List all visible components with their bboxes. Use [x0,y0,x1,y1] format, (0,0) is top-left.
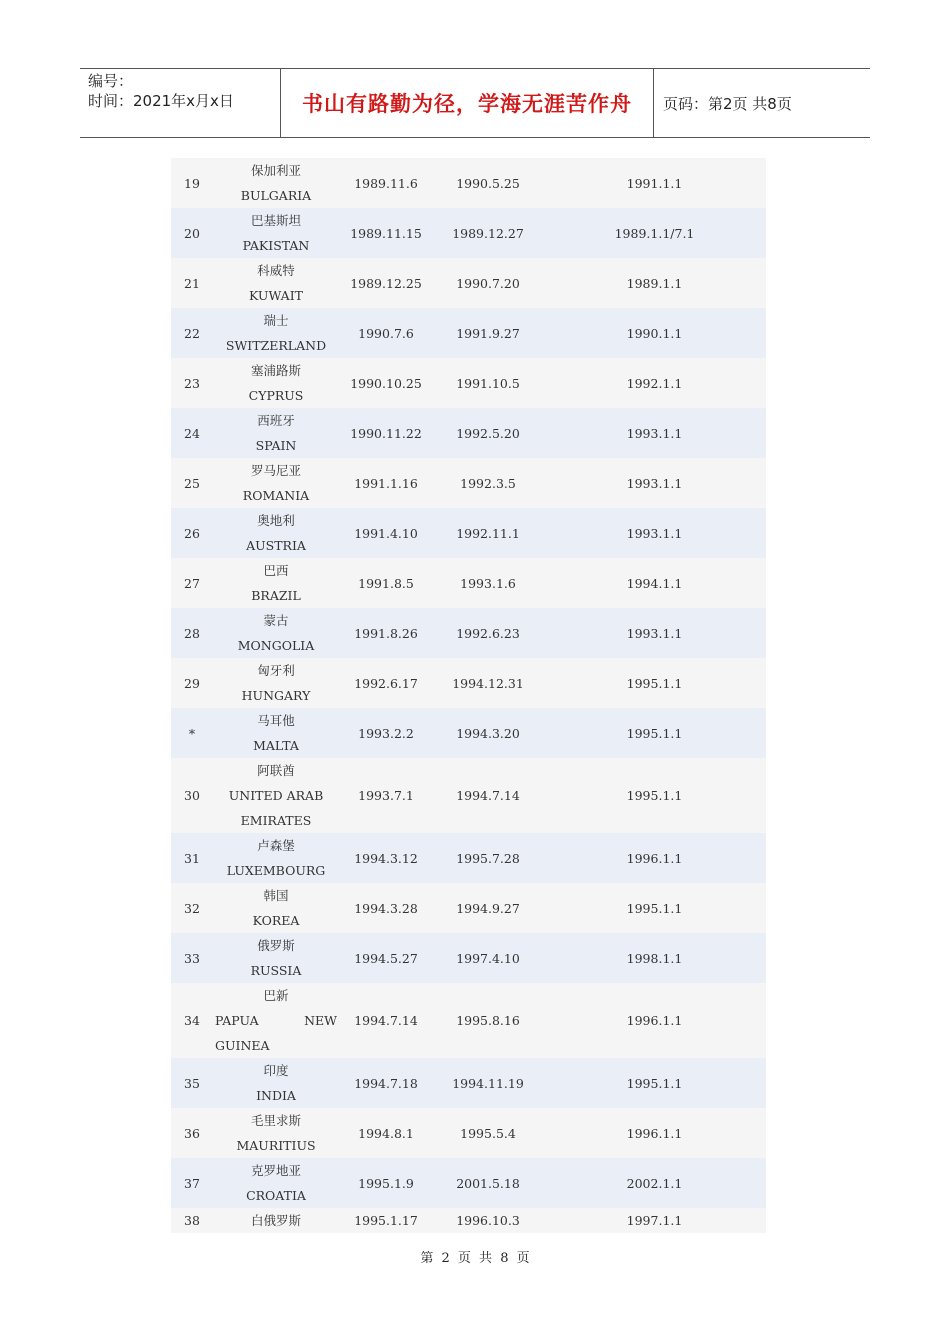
country-name-en: RUSSIA [250,963,302,978]
signed-date: 1994.3.12 [354,850,418,866]
page-number-label: 页码：第2页 共8页 [663,94,792,113]
effective-date: 1994.3.20 [456,725,520,741]
effective-date: 1994.11.19 [452,1075,524,1091]
country-name-cn: 韩国 [263,888,289,903]
row-number: 27 [184,575,200,591]
country-name-en: ROMANIA [242,488,310,503]
country-name-cell [213,458,339,508]
effective-date: 1994.9.27 [456,900,520,916]
enforcement-date: 1995.1.1 [626,900,683,916]
time-label: 时间：2021年x月x日 [88,92,234,110]
signed-date: 1991.4.10 [354,525,418,541]
row-number: 21 [184,275,200,291]
effective-date: 1994.7.14 [456,788,520,803]
row-number: 37 [184,1175,200,1191]
country-name-cell [213,1208,339,1233]
enforcement-date: 1998.1.1 [626,950,683,966]
row-number: 23 [184,375,200,391]
effective-date: 1995.8.16 [456,1013,520,1028]
country-name-en: INDIA [256,1088,296,1103]
country-name-en: MALTA [253,738,299,753]
table-row [171,508,766,558]
country-name-cn: 蒙古 [263,613,289,628]
row-number: 32 [184,900,200,916]
effective-date: 1997.4.10 [456,950,520,966]
row-number: 35 [184,1075,200,1091]
signed-date: 1989.11.6 [354,175,418,191]
signed-date: 1994.7.14 [354,1013,418,1028]
table-row [171,558,766,608]
country-name-cell [213,358,339,408]
country-name-cell [213,258,339,308]
row-number: 36 [184,1125,200,1141]
enforcement-date: 1990.1.1 [626,325,683,341]
country-name-cell [213,983,339,1058]
table-row [171,833,766,883]
row-number: 24 [184,425,200,441]
enforcement-date: 1993.1.1 [626,525,683,541]
table-row [171,1158,766,1208]
country-name-en: SPAIN [255,438,297,453]
table-row [171,758,766,833]
country-name-en: KUWAIT [249,288,303,303]
table-row [171,358,766,408]
enforcement-date: 1995.1.1 [626,1075,683,1091]
enforcement-date: 1995.1.1 [626,675,683,691]
country-name-en: HUNGARY [241,688,311,703]
country-name-en: PAPUA NEW GUINEA [215,1013,337,1053]
effective-date: 1992.6.23 [456,625,520,641]
country-name-en: LUXEMBOURG [226,863,326,878]
country-name-cn: 马耳他 [257,713,295,728]
table-row [171,708,766,758]
table-row [171,158,766,208]
country-name-en: AUSTRIA [246,538,306,553]
signed-date: 1990.10.25 [350,375,422,391]
table-row [171,1208,766,1233]
country-name-cell [213,933,339,983]
country-name-cell [213,208,339,258]
table-row [171,308,766,358]
country-name-en: BRAZIL [251,588,301,603]
country-name-en: UNITED ARAB EMIRATES [228,788,324,828]
row-number: * [188,725,196,741]
treaty-table [171,158,766,1233]
enforcement-date: 1997.1.1 [626,1213,683,1228]
country-name-cn: 巴基斯坦 [250,213,301,228]
table-row [171,1108,766,1158]
signed-date: 1994.8.1 [358,1125,414,1141]
enforcement-date: 2002.1.1 [626,1175,683,1191]
effective-date: 1991.9.27 [456,325,520,341]
signed-date: 1994.5.27 [354,950,418,966]
country-name-cn: 白俄罗斯 [250,1213,301,1228]
table-row [171,983,766,1058]
country-name-cell [213,1108,339,1158]
country-name-en: KOREA [252,913,300,928]
effective-date: 1992.5.20 [456,425,520,441]
row-number: 19 [184,175,200,191]
row-number: 25 [184,475,200,491]
country-name-cn: 克罗地亚 [250,1163,301,1178]
enforcement-date: 1991.1.1 [626,175,683,191]
country-name-cn: 塞浦路斯 [250,363,301,378]
signed-date: 1991.1.16 [354,475,418,491]
page-header [80,68,870,138]
page-footer: 第 2 页 共 8 页 [420,1251,530,1266]
country-name-cn: 保加利亚 [250,163,301,178]
signed-date: 1992.6.17 [354,675,418,691]
table-row [171,883,766,933]
enforcement-date: 1989.1.1/7.1 [614,225,695,241]
table-row [171,258,766,308]
enforcement-date: 1993.1.1 [626,625,683,641]
country-name-cell [213,758,339,833]
country-name-cn: 奥地利 [257,513,295,528]
table-row [171,1058,766,1108]
country-name-cn: 巴新 [263,988,289,1003]
country-name-cn: 瑞士 [263,313,289,328]
signed-date: 1991.8.5 [358,575,414,591]
enforcement-date: 1995.1.1 [626,788,683,803]
country-name-cn: 西班牙 [257,413,295,428]
country-name-en: SWITZERLAND [225,338,327,353]
row-number: 38 [184,1213,200,1228]
row-number: 28 [184,625,200,641]
header-motto: 书山有路勤为径，学海无涯苦作舟 [281,69,654,137]
effective-date: 1994.12.31 [452,675,524,691]
code-label: 编号： [88,72,134,90]
country-name-cn: 毛里求斯 [250,1113,301,1128]
effective-date: 1995.7.28 [456,850,520,866]
effective-date: 1996.10.3 [456,1213,520,1228]
country-name-cell [213,308,339,358]
country-name-cn: 印度 [263,1063,289,1078]
country-name-cell [213,658,339,708]
header-meta [80,69,281,137]
enforcement-date: 1996.1.1 [626,1013,683,1028]
signed-date: 1995.1.17 [354,1213,418,1228]
country-name-cn: 匈牙利 [257,663,295,678]
country-name-cell [213,508,339,558]
effective-date: 1992.11.1 [456,525,520,541]
enforcement-date: 1995.1.1 [626,725,683,741]
country-name-en: BULGARIA [240,188,312,203]
row-number: 33 [184,950,200,966]
table-row [171,408,766,458]
row-number: 26 [184,525,200,541]
country-name-cell [213,1158,339,1208]
effective-date: 1989.12.27 [452,225,524,241]
signed-date: 1990.11.22 [350,425,422,441]
country-name-cn: 科威特 [257,263,295,278]
country-name-cn: 罗马尼亚 [250,463,301,478]
effective-date: 1992.3.5 [460,475,516,491]
row-number: 30 [184,788,200,803]
signed-date: 1989.12.25 [350,275,422,291]
country-name-cell [213,608,339,658]
country-name-cn: 巴西 [263,563,289,578]
table-row [171,208,766,258]
effective-date: 1990.7.20 [456,275,520,291]
row-number: 22 [184,325,200,341]
country-name-cell [213,1058,339,1108]
enforcement-date: 1996.1.1 [626,1125,683,1141]
signed-date: 1989.11.15 [350,225,422,241]
effective-date: 1993.1.6 [460,575,516,591]
country-name-en: MAURITIUS [236,1138,316,1153]
effective-date: 1995.5.4 [460,1125,516,1141]
country-name-en: MONGOLIA [237,638,315,653]
country-name-cell [213,158,339,208]
signed-date: 1993.2.2 [358,725,414,741]
table-row [171,658,766,708]
row-number: 20 [184,225,200,241]
signed-date: 1995.1.9 [358,1175,414,1191]
country-name-en: PAKISTAN [242,238,310,253]
table-row [171,933,766,983]
enforcement-date: 1996.1.1 [626,850,683,866]
country-name-cn: 阿联酋 [257,763,295,778]
country-name-cell [213,558,339,608]
table-row [171,458,766,508]
table-row [171,608,766,658]
effective-date: 2001.5.18 [456,1175,520,1191]
signed-date: 1994.7.18 [354,1075,418,1091]
row-number: 31 [184,850,200,866]
effective-date: 1990.5.25 [456,175,520,191]
country-name-cell [213,833,339,883]
country-name-en: CROATIA [246,1188,306,1203]
enforcement-date: 1993.1.1 [626,475,683,491]
country-name-cn: 卢森堡 [257,838,295,853]
country-name-cell [213,408,339,458]
country-name-en: CYPRUS [248,388,304,403]
country-name-cell [213,883,339,933]
enforcement-date: 1994.1.1 [626,575,683,591]
row-number: 34 [184,1013,200,1028]
signed-date: 1991.8.26 [354,625,418,641]
country-name-cell [213,708,339,758]
country-name-cn: 俄罗斯 [257,938,295,953]
enforcement-date: 1993.1.1 [626,425,683,441]
signed-date: 1993.7.1 [358,788,414,803]
row-number: 29 [184,675,200,691]
enforcement-date: 1992.1.1 [626,375,683,391]
effective-date: 1991.10.5 [456,375,520,391]
signed-date: 1990.7.6 [358,325,414,341]
enforcement-date: 1989.1.1 [626,275,683,291]
signed-date: 1994.3.28 [354,900,418,916]
